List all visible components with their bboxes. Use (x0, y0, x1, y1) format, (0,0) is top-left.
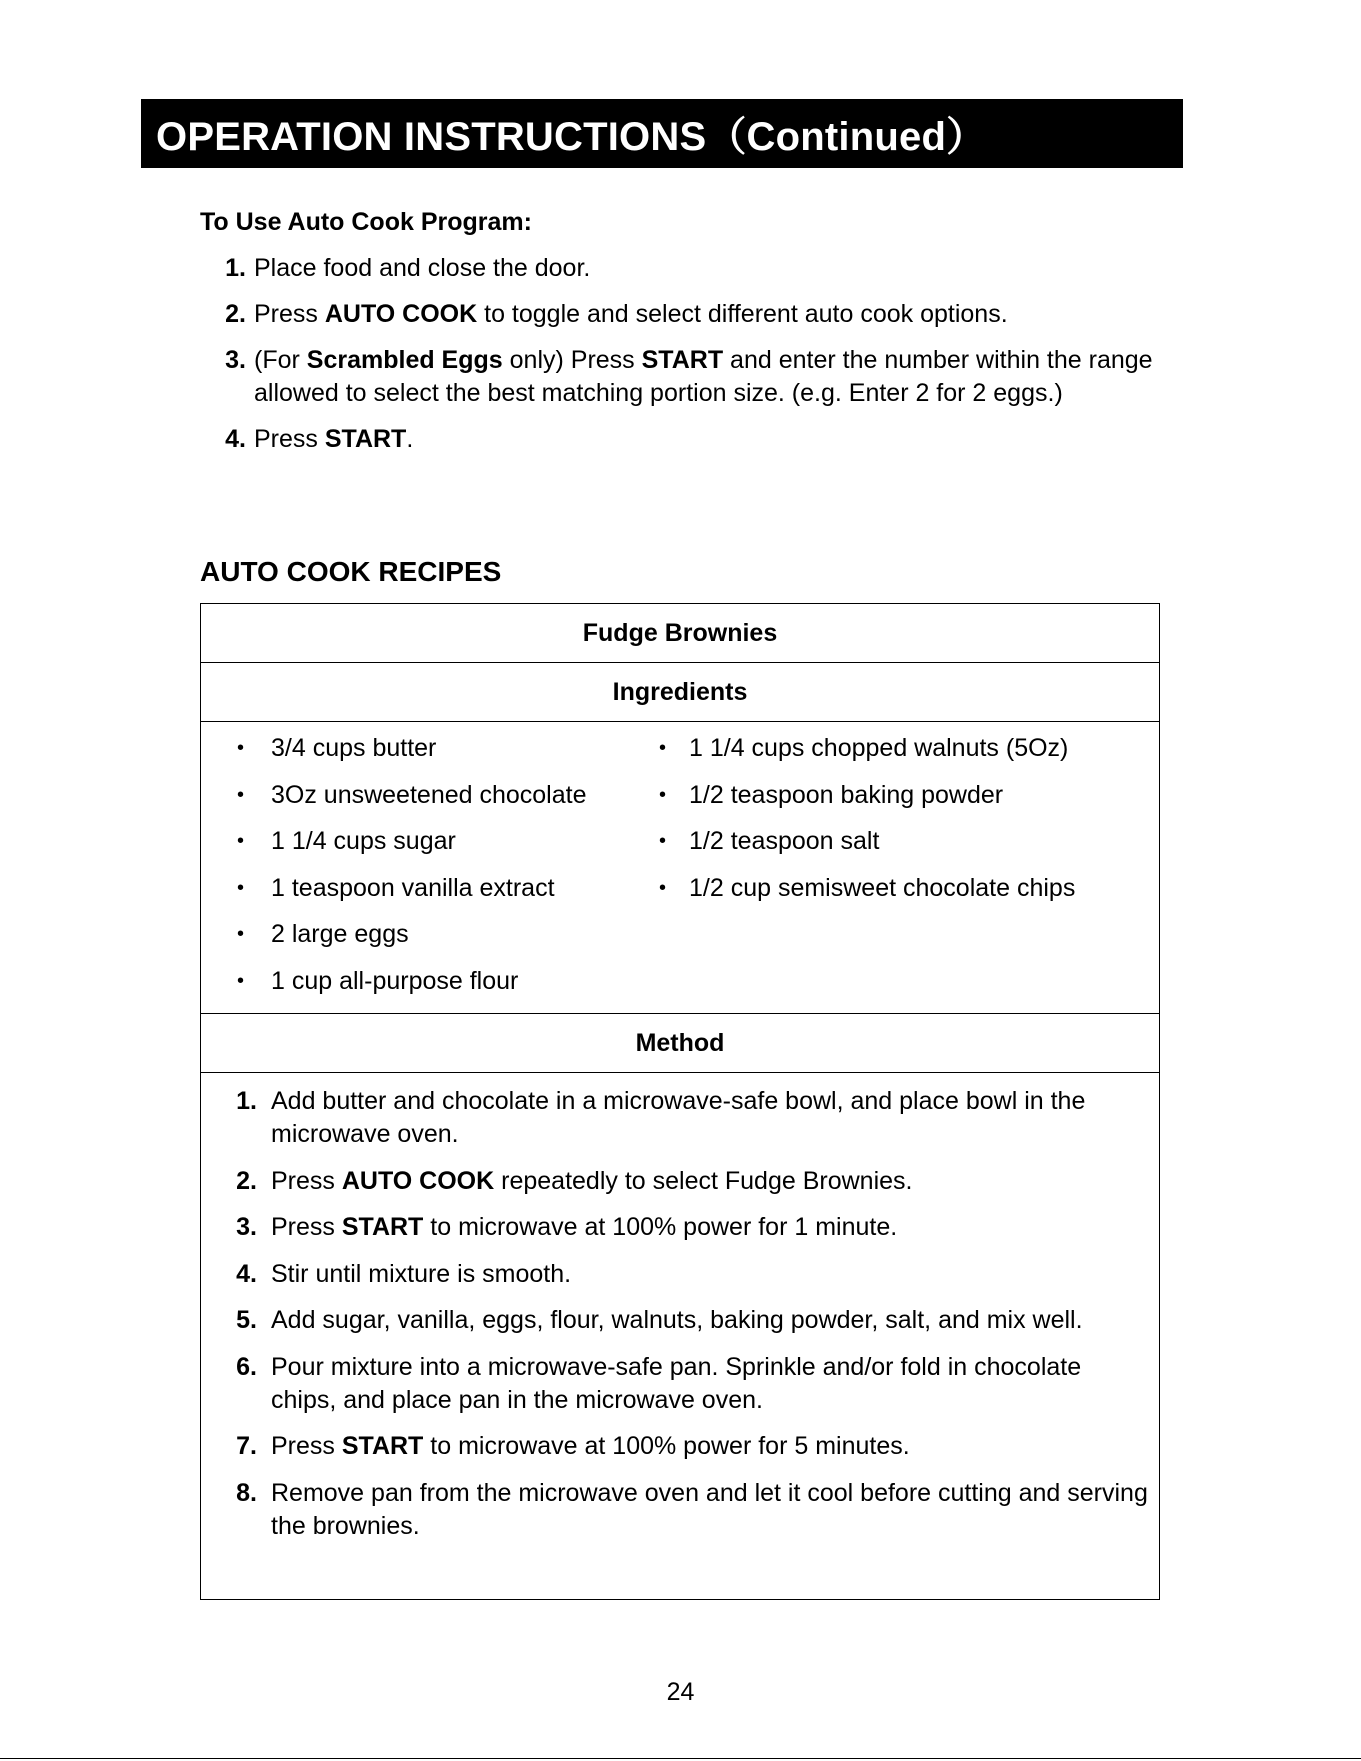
step-text: Add sugar, vanilla, eggs, flour, walnuts, baking powder, salt, and mix well. (271, 1306, 1083, 1334)
ingredient-item (201, 732, 689, 765)
ingredient-item (201, 779, 689, 812)
bullet-icon: • (659, 876, 667, 899)
page-number: 24 (666, 1678, 695, 1706)
ingredients-section (201, 722, 1159, 1014)
bullet-icon: • (237, 876, 245, 899)
step-number: 2 . (221, 1165, 257, 1198)
ingredient-text: 1/2 cup semisweet chocolate chips (689, 873, 1076, 902)
ingredient-text: 1 teaspoon vanilla extract (271, 873, 555, 902)
step-item (201, 1304, 1159, 1337)
auto-cook-recipes-heading: AUTO COOK RECIPES (200, 556, 502, 587)
step-item (201, 1351, 1159, 1417)
bullet-icon: • (659, 830, 667, 852)
ingredient-text: 3/4 cups butter (271, 734, 437, 762)
step-text: Place food and close the door. (254, 254, 591, 282)
step-text: to microwave at 100% power for 1 minute. (423, 1213, 898, 1241)
bullet-icon: • (237, 969, 245, 992)
step-text: Press (254, 425, 325, 453)
step-number: 7 . (221, 1430, 257, 1463)
ingredient-text: 3Oz unsweetened chocolate (271, 780, 587, 809)
recipe-name: Fudge Brownies (201, 604, 1159, 663)
ingredient-item (201, 918, 689, 951)
method-heading: Method (201, 1014, 1159, 1073)
step-item (200, 423, 1160, 456)
step-number: 4 . (216, 423, 246, 456)
step-text: Remove pan from the microwave oven and let it cool before cutting and serving the brownies. (271, 1478, 1148, 1540)
step-text: to toggle and select different auto cook options. (477, 300, 1008, 328)
ingredient-item (659, 872, 1109, 905)
auto-cook-program-steps (200, 252, 1160, 456)
step-item (201, 1430, 1159, 1463)
ingredients-right-column (659, 732, 1109, 1013)
bottom-rule (0, 1758, 1361, 1759)
ingredient-item (659, 779, 1109, 812)
step-text: Press (254, 300, 325, 328)
bullet-icon: • (237, 830, 245, 852)
step-text: Press (271, 1432, 342, 1460)
method-steps (201, 1073, 1159, 1543)
bullet-icon: • (659, 783, 667, 806)
step-item (201, 1165, 1159, 1198)
auto-cook-program-section (200, 206, 1160, 469)
step-text: Add butter and chocolate in a microwave-safe bowl, and place bowl in the microwave oven. (271, 1087, 1086, 1148)
step-number: 1 . (221, 1085, 257, 1118)
ingredient-text: 1 1/4 cups sugar (271, 827, 456, 855)
step-number: 8 . (221, 1477, 257, 1510)
step-text: Press (271, 1166, 342, 1195)
step-item (201, 1211, 1159, 1244)
ingredient-text: 1 cup all-purpose flour (271, 966, 519, 995)
ingredient-item (201, 965, 689, 998)
step-text: only) Press (502, 346, 642, 374)
step-text: . (406, 425, 414, 453)
step-keyword: START (324, 425, 407, 453)
step-item (200, 298, 1160, 331)
ingredient-item (201, 825, 689, 858)
step-keyword: AUTO COOK (324, 300, 478, 328)
step-item (201, 1085, 1159, 1151)
step-text: (For (254, 346, 307, 374)
step-number: 5 . (221, 1304, 257, 1337)
page-title: OPERATION INSTRUCTIONS（Continued） (156, 115, 987, 159)
step-number: 2 . (216, 298, 246, 331)
ingredient-text: 1/2 teaspoon baking powder (689, 780, 1004, 809)
page-title-banner (141, 99, 1183, 168)
recipe-table (200, 603, 1160, 1600)
step-number: 1 . (216, 252, 246, 285)
step-keyword: START (341, 1213, 424, 1241)
step-number: 6 . (221, 1351, 257, 1384)
bullet-icon: • (237, 923, 245, 945)
ingredient-text: 1 1/4 cups chopped walnuts (5Oz) (689, 734, 1069, 762)
step-number: 3 . (221, 1211, 257, 1244)
ingredients-heading: Ingredients (201, 663, 1159, 722)
bullet-icon: • (659, 737, 667, 759)
step-text: Press (271, 1213, 342, 1241)
step-keyword: START (341, 1432, 424, 1460)
step-text: and enter the number within the range allowed to select the best matching portion size. (e.g. Enter 2 for 2 eggs.) (254, 346, 1153, 407)
step-number: 3 . (216, 344, 246, 377)
step-keyword: Scrambled Eggs (306, 346, 503, 374)
bullet-icon: • (237, 783, 245, 806)
step-keyword: AUTO COOK (341, 1166, 495, 1195)
step-text: Pour mixture into a microwave-safe pan. Sprinkle and/or fold in chocolate chips, and place pan in the microwave oven. (271, 1352, 1082, 1414)
step-item (200, 252, 1160, 285)
step-text: Stir until mixture is smooth. (271, 1259, 572, 1288)
step-item (200, 344, 1160, 410)
step-keyword: START (641, 346, 724, 374)
step-item (201, 1477, 1159, 1543)
ingredient-text: 2 large eggs (271, 920, 409, 948)
bullet-icon: • (237, 737, 245, 759)
ingredient-text: 1/2 teaspoon salt (689, 827, 880, 855)
step-number: 4 . (221, 1258, 257, 1291)
auto-cook-program-heading: To Use Auto Cook Program: (200, 208, 532, 236)
step-text: repeatedly to select Fudge Brownies. (494, 1166, 913, 1195)
step-text: to microwave at 100% power for 5 minutes. (423, 1432, 910, 1460)
ingredient-item (659, 732, 1109, 765)
ingredient-item (201, 872, 689, 905)
ingredient-item (659, 825, 1109, 858)
step-item (201, 1258, 1159, 1291)
ingredients-left-column (201, 732, 689, 1013)
